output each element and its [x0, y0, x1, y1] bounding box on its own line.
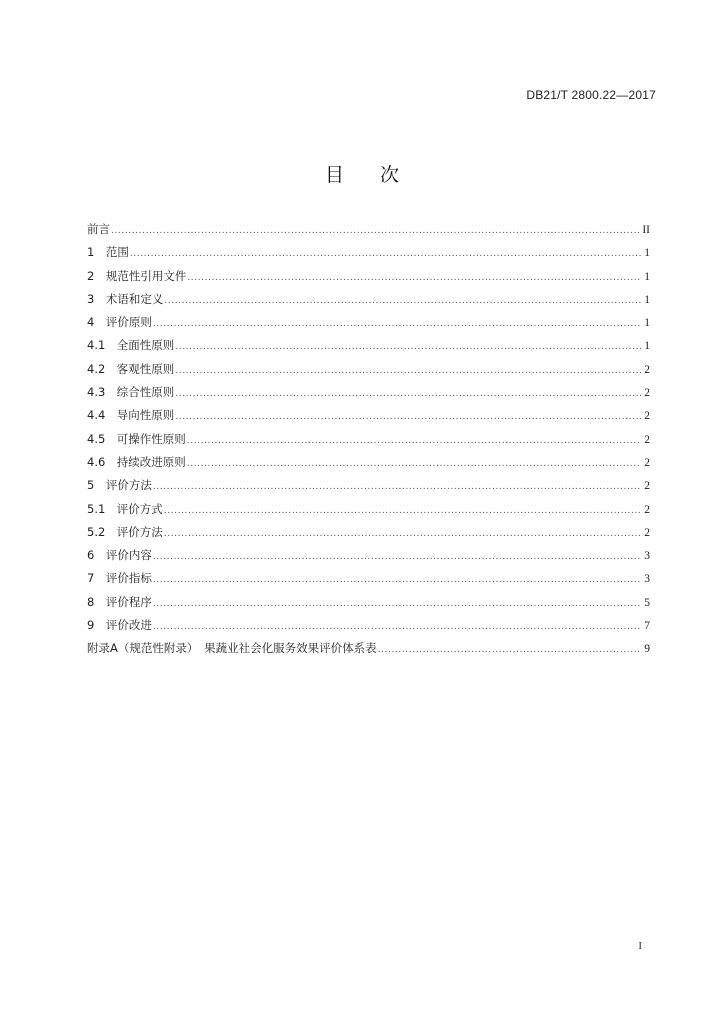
toc-entry-page: 2	[644, 410, 650, 423]
toc-entry[interactable]	[87, 334, 650, 357]
toc-entry-number: 7	[87, 571, 106, 586]
toc-leader-dots	[153, 593, 641, 616]
toc-entry[interactable]	[87, 451, 650, 474]
toc-leader-dots	[130, 243, 641, 266]
toc-entry[interactable]	[87, 428, 650, 451]
toc-leader-dots	[378, 639, 641, 662]
toc-entry-page: 1	[644, 270, 650, 283]
toc-entry-page: 1	[644, 340, 650, 353]
standard-code: DB21/T 2800.22—2017	[526, 88, 656, 102]
toc-entry-label: 评价方法	[105, 478, 152, 493]
toc-leader-dots	[187, 267, 641, 290]
toc-entry-number: 4.5	[87, 431, 117, 446]
toc-entry-page: 3	[644, 550, 650, 563]
toc-entry-label: 评价改进	[105, 618, 152, 633]
toc-entry-number: 4.1	[87, 338, 117, 353]
toc-entry-label: 评价内容	[105, 548, 152, 563]
toc-leader-dots	[187, 453, 641, 476]
toc-entry-number: 3	[87, 291, 106, 306]
toc-entry-label: 评价原则	[105, 315, 152, 330]
toc-entry-page: 2	[644, 503, 650, 516]
toc-entry[interactable]	[87, 358, 650, 381]
toc-entry[interactable]	[87, 637, 650, 660]
toc-entry[interactable]	[87, 474, 650, 497]
toc-entry-label: 果蔬业社会化服务效果评价体系表	[204, 641, 377, 656]
toc-leader-dots	[164, 523, 641, 546]
toc-entry[interactable]	[87, 265, 650, 288]
toc-entry-page: 1	[644, 247, 650, 260]
toc-entry[interactable]	[87, 381, 650, 404]
toc-entry-number: 4.2	[87, 361, 117, 376]
toc-entry-number: 9	[87, 618, 106, 633]
toc-leader-dots	[153, 569, 641, 592]
toc-entry-page: 5	[644, 596, 650, 609]
toc-entry[interactable]	[87, 544, 650, 567]
toc-entry-page: 2	[644, 526, 650, 539]
page-number: I	[638, 940, 642, 952]
toc-leader-dots	[175, 336, 641, 359]
toc-entry-number: 1	[87, 245, 106, 260]
toc-entry[interactable]	[87, 591, 650, 614]
toc-entry-number: 8	[87, 594, 106, 609]
toc-entry-page: 2	[644, 433, 650, 446]
toc-entry-page: 1	[644, 293, 650, 306]
toc-entry[interactable]	[87, 567, 650, 590]
toc-entry-number: 4.4	[87, 408, 117, 423]
toc-title: 目次	[324, 164, 435, 186]
toc-entry-label: 评价指标	[105, 571, 152, 586]
toc-entry-label: 客观性原则	[116, 361, 175, 376]
toc-entry-number: 5.2	[87, 524, 117, 539]
toc-entry-label: 规范性引用文件	[105, 268, 187, 283]
toc-entry-label: 评价方式	[116, 501, 163, 516]
toc-leader-dots	[175, 360, 641, 383]
toc-entry-label: 全面性原则	[116, 338, 175, 353]
toc-entry-page: 2	[644, 480, 650, 493]
toc-leader-dots	[175, 406, 641, 429]
toc-leader-dots	[153, 476, 641, 499]
toc-entry-label: 导向性原则	[116, 408, 175, 423]
toc-entry-number: 6	[87, 548, 106, 563]
toc-entry[interactable]	[87, 241, 650, 264]
toc-entry[interactable]	[87, 404, 650, 427]
toc-entry[interactable]	[87, 311, 650, 334]
toc-leader-dots	[164, 500, 641, 523]
toc-leader-dots	[164, 290, 641, 313]
toc-entry-label: 可操作性原则	[116, 431, 186, 446]
toc-entry[interactable]	[87, 288, 650, 311]
toc-entry-label: 评价程序	[105, 594, 152, 609]
toc-entry-label: 评价方法	[116, 524, 163, 539]
toc-entry[interactable]	[87, 498, 650, 521]
toc-entry-label: 持续改进原则	[116, 454, 186, 469]
toc-entry-number: 4	[87, 315, 106, 330]
toc-entry-page: 3	[644, 573, 650, 586]
toc-leader-dots	[153, 616, 641, 639]
table-of-contents	[87, 218, 650, 661]
toc-entry-number: 4.3	[87, 385, 117, 400]
toc-entry-page: II	[642, 224, 650, 236]
toc-entry-page: 2	[644, 387, 650, 400]
toc-entry-label: 前言	[87, 222, 110, 236]
toc-entry-label: 术语和定义	[105, 291, 164, 306]
toc-entry-number: 2	[87, 268, 106, 283]
toc-entry-label: 综合性原则	[116, 385, 175, 400]
toc-entry-page: 2	[644, 456, 650, 469]
toc-entry[interactable]	[87, 521, 650, 544]
toc-leader-dots	[153, 546, 641, 569]
toc-entry-page: 1	[644, 317, 650, 330]
toc-entry-number: 4.6	[87, 454, 117, 469]
toc-leader-dots	[175, 383, 641, 406]
toc-entry-number: 5.1	[87, 501, 117, 516]
toc-entry-page: 2	[644, 363, 650, 376]
toc-entry-label: 范围	[105, 245, 129, 260]
toc-leader-dots	[111, 220, 641, 243]
toc-entry[interactable]	[87, 218, 650, 241]
toc-entry-number: 附录A（规范性附录）	[87, 641, 205, 656]
toc-leader-dots	[187, 430, 641, 453]
toc-leader-dots	[153, 313, 641, 336]
toc-entry-page: 9	[644, 643, 650, 656]
toc-entry[interactable]	[87, 614, 650, 637]
toc-entry-page: 7	[644, 620, 650, 633]
toc-entry-number: 5	[87, 478, 106, 493]
